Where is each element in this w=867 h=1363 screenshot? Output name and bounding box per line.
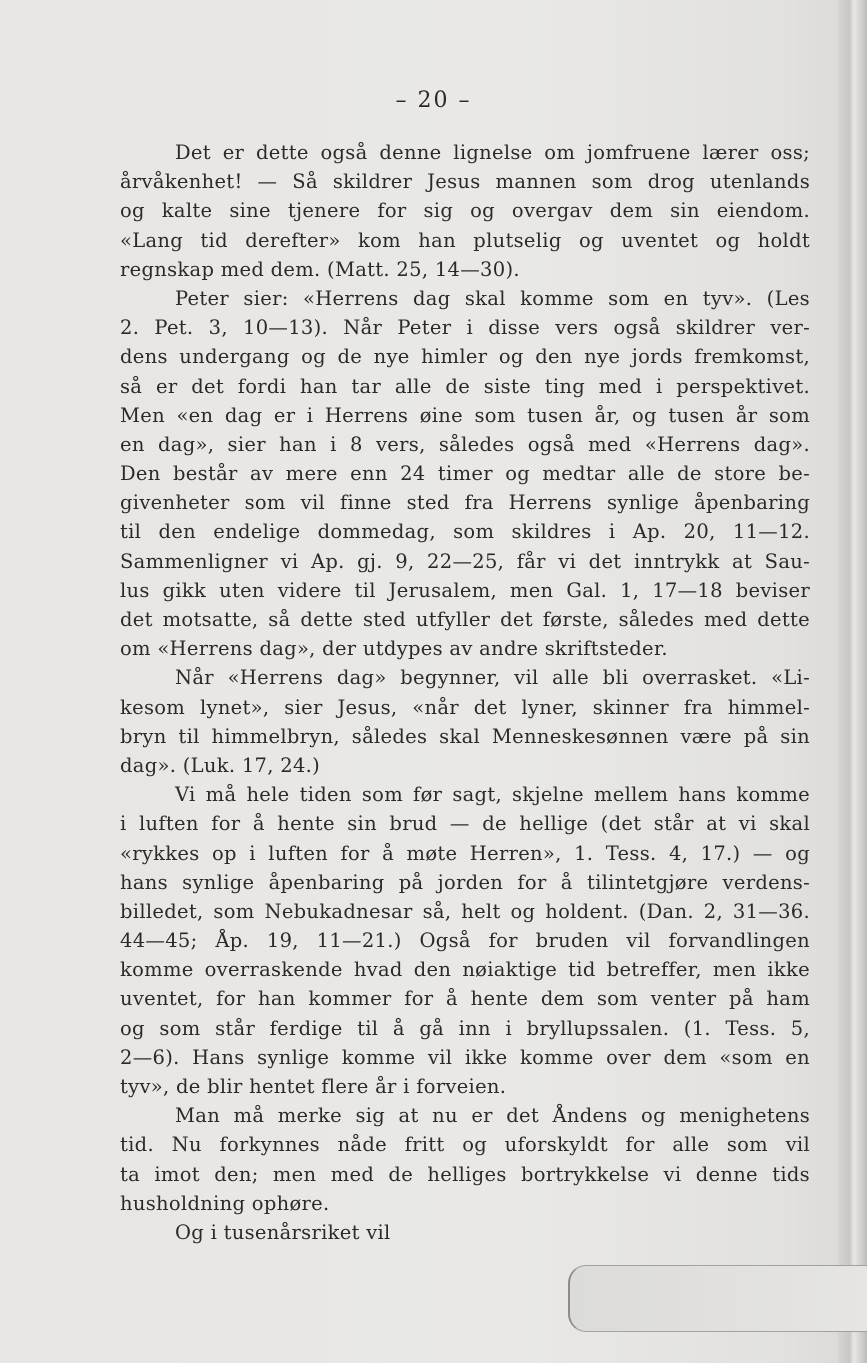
text-line: 44—45; Åp. 19, 11—21.) Også for bruden vil forvandlingen [120, 929, 810, 953]
text-line: dens undergang og de nye himler og den nye jords fremkomst, [120, 345, 810, 369]
text-line: årvåkenhet! — Så skildrer Jesus mannen som drog utenlands [120, 170, 810, 194]
text-line: 2. Pet. 3, 10—13). Når Peter i disse vers også skildrer ver- [120, 316, 810, 340]
text-line: Peter sier: «Herrens dag skal komme som en tyv». (Les [175, 286, 810, 310]
text-line: bryn til himmelbryn, således skal Menneskesønnen være på sin [120, 724, 810, 748]
text-line: «rykkes op i luften for å møte Herren», 1. Tess. 4, 17.) — og [120, 841, 810, 865]
text-line: dag». (Luk. 17, 24.) [120, 753, 321, 777]
text-line: 2—6). Hans synlige komme vil ikke komme over dem «som en [120, 1045, 810, 1069]
text-line: billedet, som Nebukadnesar så, helt og holdent. (Dan. 2, 31—36. [120, 899, 810, 923]
text-line: ta imot den; men med de helliges bortrykkelse vi denne tids [120, 1162, 810, 1186]
text-line: komme overraskende hvad den nøiaktige tid betreffer, men ikke [120, 958, 810, 982]
text-line: og som står ferdige til å gå inn i bryllupssalen. (1. Tess. 5, [120, 1016, 810, 1040]
page-number: – 20 – [395, 88, 472, 113]
text-line: Vi må hele tiden som før sagt, skjelne mellem hans komme [175, 783, 810, 807]
text-line: og kalte sine tjenere for sig og overgav dem sin eiendom. [120, 199, 810, 223]
text-line: hans synlige åpenbaring på jorden for å tilintetgjøre verdens- [120, 870, 810, 894]
text-line: om «Herrens dag», der utdypes av andre skriftsteder. [120, 637, 668, 661]
body-text [120, 138, 810, 1247]
text-line: tid. Nu forkynnes nåde fritt og uforskyldt for alle som vil [120, 1133, 810, 1157]
text-line: Men «en dag er i Herrens øine som tusen år, og tusen år som [120, 403, 810, 427]
text-line: lus gikk uten videre til Jerusalem, men Gal. 1, 17—18 beviser [120, 578, 810, 602]
text-line: uventet, for han kommer for å hente dem som venter på ham [120, 987, 810, 1011]
text-line: regnskap med dem. (Matt. 25, 14—30). [120, 257, 520, 281]
text-line: Den består av mere enn 24 timer og medtar alle de store be- [120, 462, 810, 486]
text-line: givenheter som vil finne sted fra Herrens synlige åpenbaring [120, 491, 810, 515]
text-line: kesom lynet», sier Jesus, «når det lyner, skinner fra himmel- [120, 695, 810, 719]
text-line: en dag», sier han i 8 vers, således også med «Herrens dag». [120, 432, 810, 456]
text-line: Og i tusenårsriket vil [175, 1220, 391, 1244]
text-line: Sammenligner vi Ap. gj. 9, 22—25, får vi det inntrykk at Sau- [120, 549, 810, 573]
page-edge [838, 0, 867, 1363]
text-line: Når «Herrens dag» begynner, vil alle bli overrasket. «Li- [175, 666, 810, 690]
text-line: så er det fordi han tar alle de siste ting med i perspektivet. [120, 374, 810, 398]
text-line: i luften for å hente sin brud — de hellige (det står at vi skal [120, 812, 810, 836]
text-line: tyv», de blir hentet flere år i forveien. [120, 1075, 507, 1098]
pencil-bracket-mark [568, 1265, 867, 1332]
text-line: «Lang tid derefter» kom han plutselig og uventet og holdt [120, 228, 810, 252]
text-line: Det er dette også denne lignelse om jomfruene lærer oss; [175, 141, 810, 164]
text-line: Man må merke sig at nu er det Åndens og menighetens [175, 1104, 810, 1128]
text-line: husholdning ophøre. [120, 1191, 330, 1215]
text-line: til den endelige dommedag, som skildres i Ap. 20, 11—12. [120, 520, 810, 544]
text-line: det motsatte, så dette sted utfyller det første, således med dette [120, 608, 810, 631]
